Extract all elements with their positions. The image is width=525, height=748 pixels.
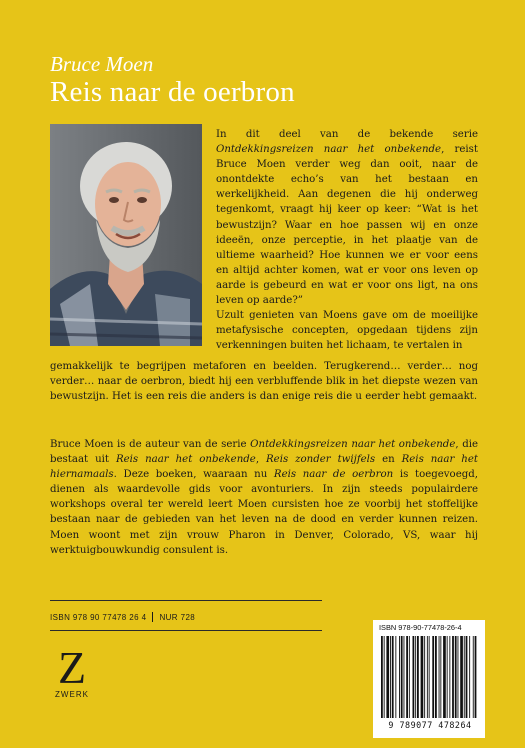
barcode-bar	[406, 636, 408, 718]
italic-title-run: Reis zonder twijfels	[266, 454, 376, 466]
intro-continuation-text: gemakkelijk te begrijpen metaforen en beelden. Terugkerend… verder… nog verder… naar de oerbron, biedt hij een verbluffende blik in het diepste wezen van bewustzijn. Het is een reis die anders is dan enige reis die u eerder hebt gemaakt.	[50, 361, 478, 403]
barcode-bar	[439, 636, 440, 718]
barcode-bar	[386, 636, 389, 718]
author-name: Bruce Moen	[50, 52, 154, 76]
italic-title-run: Reis naar de oerbron	[273, 469, 394, 481]
publisher-name: ZWERK	[55, 690, 89, 699]
barcode-bar	[415, 636, 416, 718]
intro-second-paragraph: Uzult genieten van Moens gave om de moeilijke metafysische concepten, opgedaan tijdens zijn verkenningen buiten het lichaam, te vertalen in	[216, 310, 478, 352]
text-run: ,	[255, 454, 267, 466]
divider-bottom	[50, 630, 322, 631]
barcode-icon	[379, 636, 479, 720]
barcode-bar	[466, 636, 468, 718]
barcode-bar	[381, 636, 383, 718]
author-photo	[50, 124, 202, 346]
italic-title-run: Ontdekkingsreizen naar het onbekende	[250, 439, 456, 450]
barcode-bar	[404, 636, 405, 718]
text-run: Bruce Moen is de auteur van de serie	[50, 439, 251, 450]
isbn-separator	[152, 612, 153, 622]
italic-title-run: Reis naar het onbekende	[115, 454, 256, 466]
author-bio	[50, 437, 478, 558]
barcode-number: 9 789077 478264	[388, 720, 472, 730]
isbn-text: ISBN 978 90 77478 26 4	[50, 613, 147, 622]
barcode-bar	[460, 636, 463, 718]
text-run: is toegevoegd, dienen als waardevolle gids voor avonturiers. In zijn steeds populairdere workshops overal ter wereld leert Moen cursisten hoe ze voorbij het stoffelijke bestaan naar de gebieden van het leven na de dood en verder kunnen reizen. Moen woont met zijn vrouw Pharon in Denver, Colorado, VS, waar hij werktuigbouwkundig consulent is.	[50, 469, 479, 556]
barcode-box	[373, 620, 485, 738]
barcode-bar	[409, 636, 410, 718]
italic-title-run: Ontdekkingsreizen naar het onbekende	[216, 144, 442, 156]
barcode-bar	[469, 636, 470, 718]
barcode-bar	[449, 636, 450, 718]
barcode-bar	[447, 636, 448, 718]
italic-title-run: Reis naar het hiernamaals	[50, 454, 478, 481]
publisher-logo	[52, 642, 92, 699]
text-run: , die bestaat uit	[50, 439, 479, 466]
isbn-line	[50, 612, 195, 622]
barcode-bar	[455, 636, 457, 718]
barcode-bar	[475, 636, 477, 718]
barcode-bar	[399, 636, 400, 718]
barcode-bar	[421, 636, 424, 718]
text-run: . Deze boeken, waaraan nu	[113, 469, 274, 481]
barcode-bar	[429, 636, 430, 718]
barcode-bar	[401, 636, 403, 718]
barcode-bar	[435, 636, 437, 718]
barcode-bar	[432, 636, 434, 718]
barcode-bar	[458, 636, 459, 718]
divider-top	[50, 600, 322, 601]
text-run: en	[375, 454, 402, 466]
text-run: In dit deel van de bekende serie	[216, 129, 478, 140]
barcode-bar	[443, 636, 446, 718]
barcode-bar	[440, 636, 441, 718]
barcode-bar	[417, 636, 419, 718]
publisher-letter: Z	[57, 642, 87, 693]
text-run: , reist Bruce Moen verder weg dan ooit, naar de onontdekte echo’s van het bestaan en werkelijkheid. Aan degenen die hij onderweg tegenkomt, vraagt hij keer op keer: “Wat is het bewustzijn? Waar en hoe passen wij en onze ideeën, onze perceptie, in het plaatje van de ultieme waarheid? Hoe kunnen we er voor eens en altijd achter komen, wat er voor ons leven op aarde is gebeurd en wat er voor ons ligt, na ons leven op aarde?”	[216, 144, 478, 307]
barcode-bar	[413, 636, 415, 718]
intro-paragraph	[216, 127, 478, 353]
book-title: Reis naar de oerbron	[50, 76, 295, 108]
barcode-bar	[464, 636, 465, 718]
barcode-bar	[384, 636, 385, 718]
barcode-bar	[392, 636, 394, 718]
barcode-bar	[424, 636, 425, 718]
intro-continuation	[50, 349, 478, 415]
barcode-isbn-label: ISBN 978-90-77478-26-4	[379, 623, 462, 632]
barcode-bar	[390, 636, 391, 718]
barcode-bar	[427, 636, 428, 718]
barcode-bar	[473, 636, 474, 718]
barcode-bar	[452, 636, 454, 718]
barcode-bar	[395, 636, 396, 718]
nur-text: NUR 728	[159, 613, 196, 622]
